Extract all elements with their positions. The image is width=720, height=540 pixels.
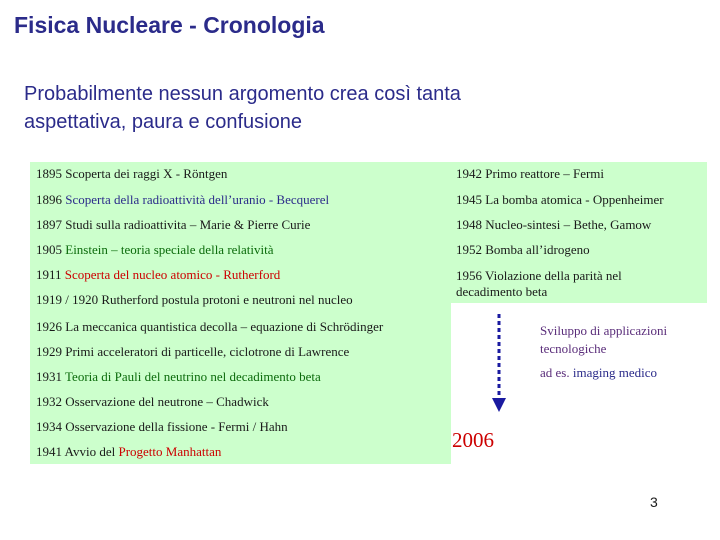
timeline-text: Teoria di Pauli del neutrino nel decadimento beta <box>65 369 321 384</box>
timeline-year: 1929 <box>36 344 62 359</box>
slide-title: Fisica Nucleare - Cronologia <box>14 12 325 38</box>
timeline-item-1929 <box>36 344 349 360</box>
year-2006-label: 2006 <box>452 428 494 452</box>
timeline-text: La meccanica quantistica decolla – equazione di Schrödinger <box>65 319 384 334</box>
timeline-item-1919 <box>36 292 353 308</box>
timeline-text: Rutherford postula protoni e neutroni nel nucleo <box>101 292 353 307</box>
timeline-year: 1919 / 1920 <box>36 292 99 307</box>
timeline-year: 1896 <box>36 192 62 207</box>
timeline-text: Studi sulla radioattivita – Marie & Pierre Curie <box>65 217 311 232</box>
timeline-year: 1932 <box>36 394 62 409</box>
timeline-item-1932 <box>36 394 269 410</box>
timeline-text: Osservazione del neutrone – Chadwick <box>65 394 269 409</box>
timeline-year: 1942 <box>456 166 482 181</box>
slide-subtitle <box>24 80 624 136</box>
timeline-text: La bomba atomica - Oppenheimer <box>485 192 664 207</box>
example-prefix: ad es. <box>540 365 570 380</box>
timeline-year: 1952 <box>456 242 482 257</box>
timeline-year: 1926 <box>36 319 62 334</box>
timeline-item-1945 <box>456 192 664 208</box>
dashed-arrow-down-icon <box>491 314 507 414</box>
timeline-item-1931 <box>36 369 321 385</box>
timeline-item-1911 <box>36 267 280 283</box>
timeline-item-1895 <box>36 166 227 182</box>
timeline-item-1941 <box>36 444 221 460</box>
timeline-year: 1948 <box>456 217 482 232</box>
example-value: imaging medico <box>572 365 657 380</box>
timeline-year: 1931 <box>36 369 62 384</box>
timeline-item-1896 <box>36 192 329 208</box>
timeline-text: Primi acceleratori di particelle, ciclotrone di Lawrence <box>65 344 350 359</box>
timeline-item-1956 <box>456 268 661 300</box>
subtitle-line-2: aspettativa, paura e confusione <box>24 111 302 133</box>
timeline-text: Osservazione della fissione - Fermi / Hahn <box>65 419 288 434</box>
timeline-text: Bomba all’idrogeno <box>485 242 590 257</box>
manhattan-project-text: Progetto Manhattan <box>118 444 222 459</box>
timeline-item-1897 <box>36 217 310 233</box>
timeline-item-1905 <box>36 242 274 258</box>
timeline-text: Primo reattore – Fermi <box>485 166 605 181</box>
timeline-year: 1945 <box>456 192 482 207</box>
timeline-text: Avvio del <box>64 444 119 459</box>
timeline-item-1948 <box>456 217 651 233</box>
timeline-year: 1905 <box>36 242 62 257</box>
timeline-text: Einstein – teoria speciale della relatività <box>65 242 274 257</box>
timeline-text: Scoperta della radioattività dell’uranio - Becquerel <box>65 192 330 207</box>
subtitle-line-1: Probabilmente nessun argomento crea così tanta <box>24 83 461 105</box>
timeline-item-1942 <box>456 166 604 182</box>
timeline-item-1926 <box>36 319 383 335</box>
timeline-year: 1934 <box>36 419 62 434</box>
timeline-text: Scoperta del nucleo atomico - Rutherford <box>64 267 281 282</box>
timeline-item-1952 <box>456 242 590 258</box>
timeline-year: 1897 <box>36 217 62 232</box>
timeline-year: 1911 <box>36 267 62 282</box>
timeline-year: 1941 <box>36 444 62 459</box>
timeline-item-1934 <box>36 419 288 435</box>
timeline-text: Nucleo-sintesi – Bethe, Gamow <box>485 217 652 232</box>
timeline-text: Violazione della parità nel decadimento beta <box>456 268 622 299</box>
applications-note: Sviluppo di applicazioni tecnologiche <box>540 323 668 356</box>
timeline-year: 1895 <box>36 166 62 181</box>
page-number: 3 <box>650 494 658 510</box>
example-note <box>540 364 657 382</box>
timeline-year: 1956 <box>456 268 482 283</box>
timeline-text: Scoperta dei raggi X - Röntgen <box>65 166 228 181</box>
